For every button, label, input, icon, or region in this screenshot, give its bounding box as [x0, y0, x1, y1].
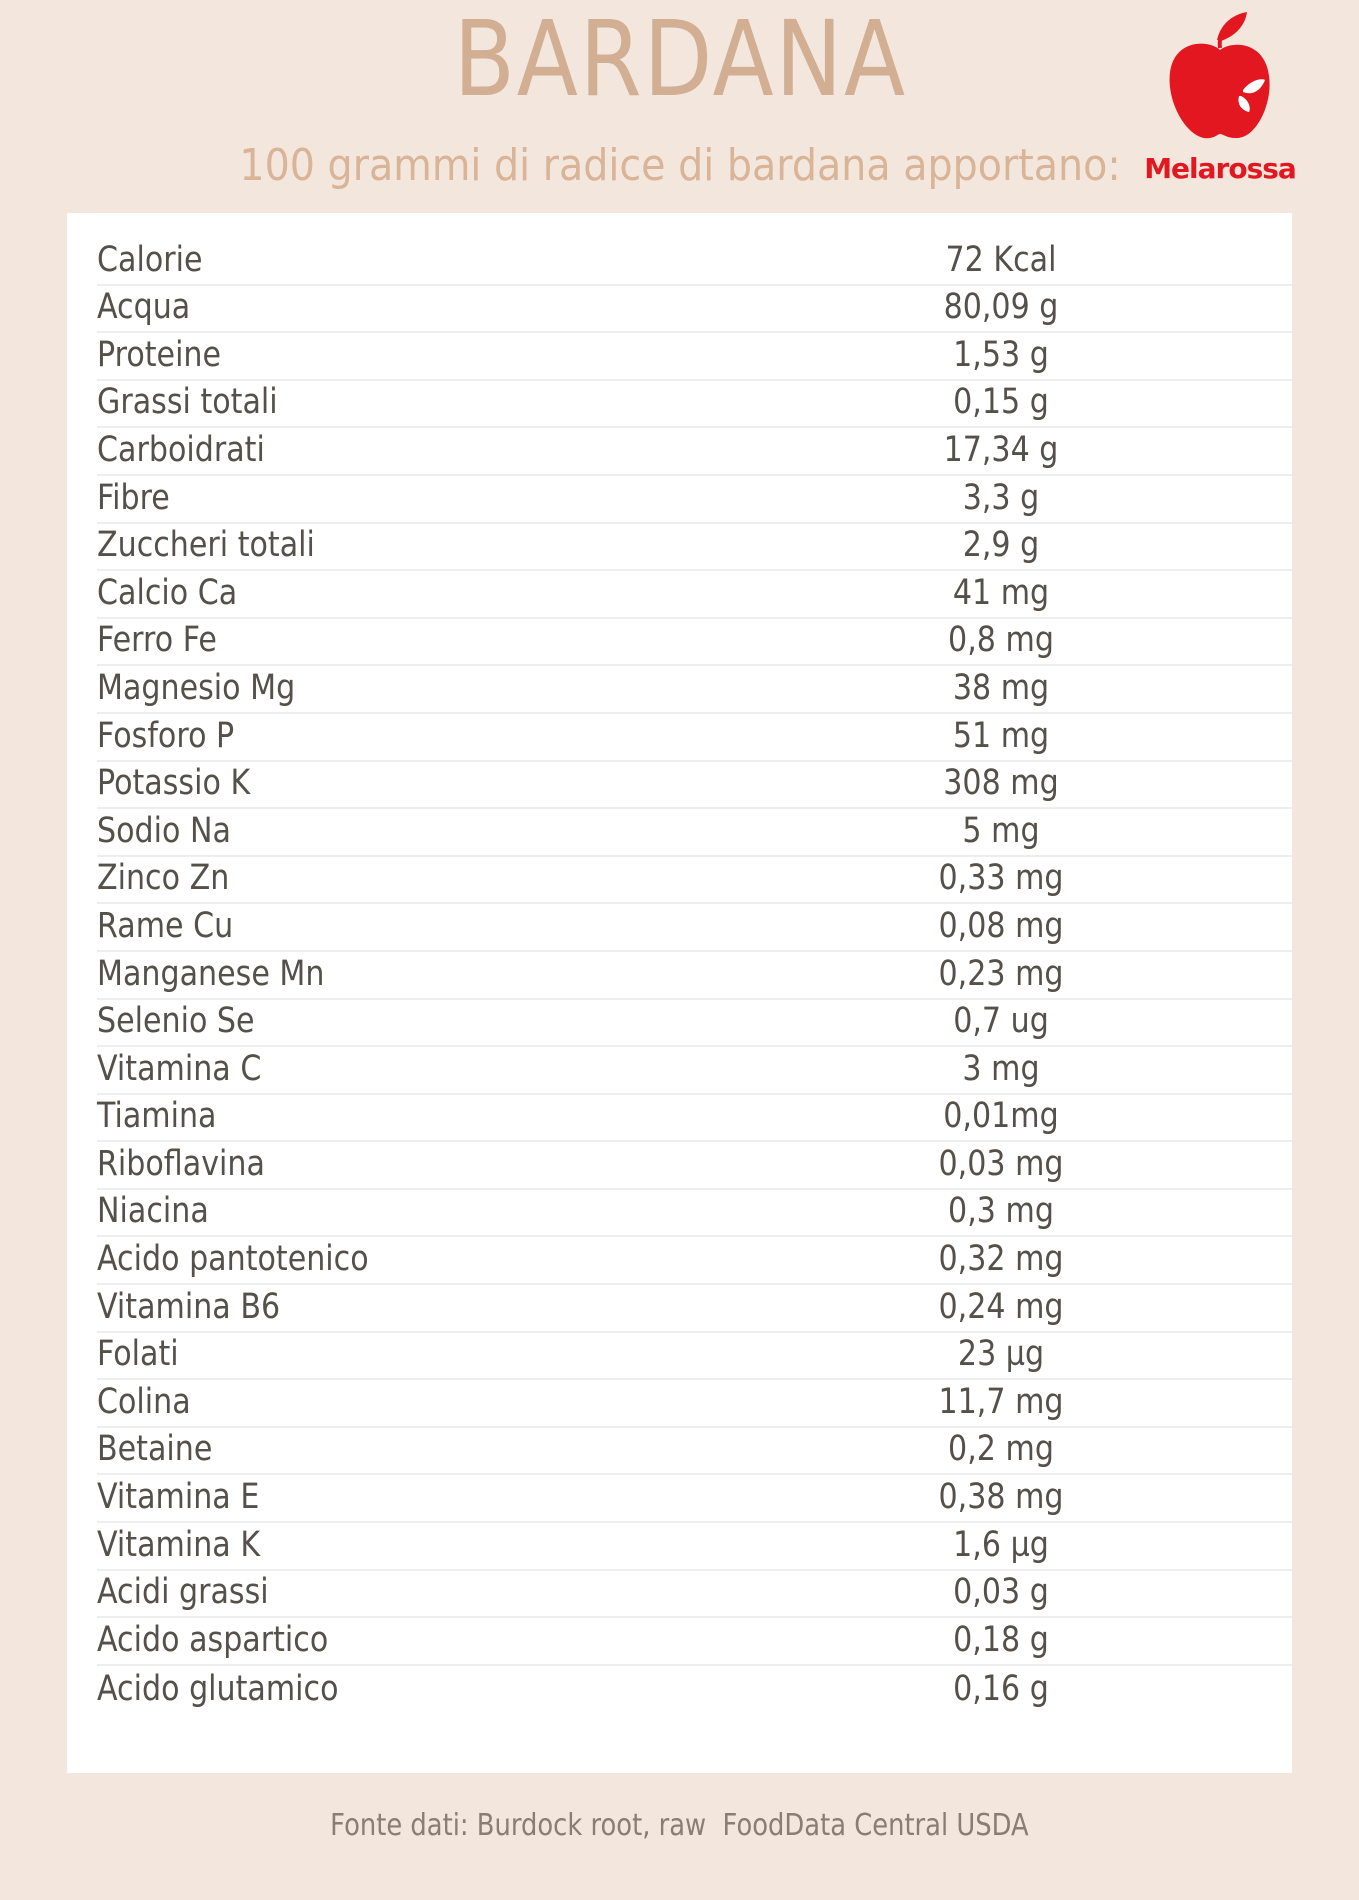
nutrient-label: Acido aspartico	[97, 1619, 329, 1660]
nutrient-label: Zinco Zn	[97, 858, 230, 899]
table-row	[97, 428, 1292, 476]
table-row	[97, 714, 1292, 762]
nutrient-value: 1,6 µg	[953, 1524, 1049, 1565]
data-source: Fonte dati: Burdock root, raw FoodData Central USDA	[330, 1808, 1029, 1843]
nutrient-value: 0,33 mg	[938, 858, 1064, 899]
table-row	[97, 1047, 1292, 1095]
nutrient-label: Potassio K	[97, 763, 251, 804]
nutrient-value: 0,08 mg	[938, 905, 1064, 946]
nutrient-label: Acqua	[97, 287, 191, 328]
nutrient-label: Acido glutamico	[97, 1669, 339, 1710]
brand-name: Melarossa	[1144, 152, 1296, 185]
nutrient-value: 72 Kcal	[945, 239, 1057, 280]
nutrient-label: Vitamina E	[97, 1477, 260, 1518]
nutrient-value: 41 mg	[952, 572, 1050, 613]
nutrient-label: Fosforo P	[97, 715, 235, 756]
table-row	[97, 1333, 1292, 1381]
nutrient-label: Niacina	[97, 1191, 209, 1232]
nutrient-value: 51 mg	[952, 715, 1050, 756]
nutrient-label: Tiamina	[97, 1096, 217, 1137]
nutrient-label: Acido pantotenico	[97, 1239, 369, 1280]
nutrient-value: 0,38 mg	[938, 1477, 1064, 1518]
table-row	[97, 571, 1292, 619]
nutrient-label: Calorie	[97, 239, 203, 280]
nutrient-label: Selenio Se	[97, 1001, 255, 1042]
table-row	[97, 1571, 1292, 1619]
nutrient-label: Grassi totali	[97, 382, 278, 423]
nutrient-value: 0,8 mg	[948, 620, 1054, 661]
nutrient-value: 0,24 mg	[938, 1286, 1064, 1327]
table-row	[97, 524, 1292, 572]
nutrient-label: Ferro Fe	[97, 620, 217, 661]
nutrient-label: Magnesio Mg	[97, 667, 296, 708]
page-title: BARDANA	[453, 0, 907, 120]
nutrient-value: 11,7 mg	[938, 1381, 1064, 1422]
nutrient-value: 80,09 g	[943, 287, 1059, 328]
nutrient-value: 0,23 mg	[938, 953, 1064, 994]
table-row	[97, 1428, 1292, 1476]
nutrient-value: 1,53 g	[953, 334, 1049, 375]
nutrient-label: Manganese Mn	[97, 953, 325, 994]
apple-icon	[1165, 10, 1275, 145]
table-row	[97, 809, 1292, 857]
nutrient-value: 0,7 ug	[953, 1001, 1049, 1042]
table-row	[97, 1095, 1292, 1143]
nutrient-label: Rame Cu	[97, 905, 234, 946]
nutrient-value: 5 mg	[962, 810, 1040, 851]
nutrient-label: Carboidrati	[97, 429, 265, 470]
table-row	[97, 1618, 1292, 1666]
nutrient-value: 2,9 g	[962, 525, 1040, 566]
table-row	[97, 1190, 1292, 1238]
table-row	[97, 1475, 1292, 1523]
nutrient-label: Folati	[97, 1334, 179, 1375]
nutrition-table	[67, 213, 1292, 1773]
table-row	[97, 952, 1292, 1000]
nutrient-value: 0,2 mg	[948, 1429, 1054, 1470]
nutrient-label: Acidi grassi	[97, 1572, 269, 1613]
brand-logo	[1140, 10, 1300, 185]
nutrient-value: 17,34 g	[943, 429, 1059, 470]
table-row	[97, 904, 1292, 952]
nutrient-value: 0,3 mg	[948, 1191, 1054, 1232]
table-row	[97, 1523, 1292, 1571]
table-row	[97, 857, 1292, 905]
table-row	[97, 1666, 1292, 1714]
nutrient-value: 0,18 g	[953, 1619, 1049, 1660]
nutrient-value: 3 mg	[962, 1048, 1040, 1089]
nutrient-label: Vitamina B6	[97, 1286, 281, 1327]
nutrition-rows	[97, 238, 1292, 1713]
nutrient-value: 38 mg	[952, 667, 1050, 708]
table-row	[97, 476, 1292, 524]
page-subtitle: 100 grammi di radice di bardana apportano:	[239, 140, 1121, 191]
nutrient-value: 23 µg	[957, 1334, 1045, 1375]
table-row	[97, 1380, 1292, 1428]
nutrient-label: Proteine	[97, 334, 222, 375]
table-row	[97, 381, 1292, 429]
table-row	[97, 1000, 1292, 1048]
table-row	[97, 619, 1292, 667]
nutrient-label: Fibre	[97, 477, 170, 518]
nutrient-label: Calcio Ca	[97, 572, 238, 613]
nutrient-value: 0,15 g	[953, 382, 1049, 423]
nutrient-label: Sodio Na	[97, 810, 231, 851]
nutrient-label: Riboflavina	[97, 1143, 265, 1184]
nutrient-label: Colina	[97, 1381, 191, 1422]
table-row	[97, 1285, 1292, 1333]
table-row	[97, 238, 1292, 286]
table-row	[97, 666, 1292, 714]
nutrient-value: 3,3 g	[962, 477, 1040, 518]
nutrient-value: 0,16 g	[953, 1669, 1049, 1710]
nutrient-value: 308 mg	[943, 763, 1059, 804]
table-row	[97, 1142, 1292, 1190]
table-row	[97, 762, 1292, 810]
nutrient-label: Vitamina C	[97, 1048, 262, 1089]
table-row	[97, 1237, 1292, 1285]
nutrient-value: 0,32 mg	[938, 1239, 1064, 1280]
nutrient-value: 0,03 mg	[938, 1143, 1064, 1184]
nutrient-label: Vitamina K	[97, 1524, 261, 1565]
nutrient-label: Betaine	[97, 1429, 213, 1470]
nutrient-value: 0,03 g	[953, 1572, 1049, 1613]
nutrient-value: 0,01mg	[943, 1096, 1059, 1137]
table-row	[97, 286, 1292, 334]
table-row	[97, 333, 1292, 381]
nutrient-label: Zuccheri totali	[97, 525, 315, 566]
